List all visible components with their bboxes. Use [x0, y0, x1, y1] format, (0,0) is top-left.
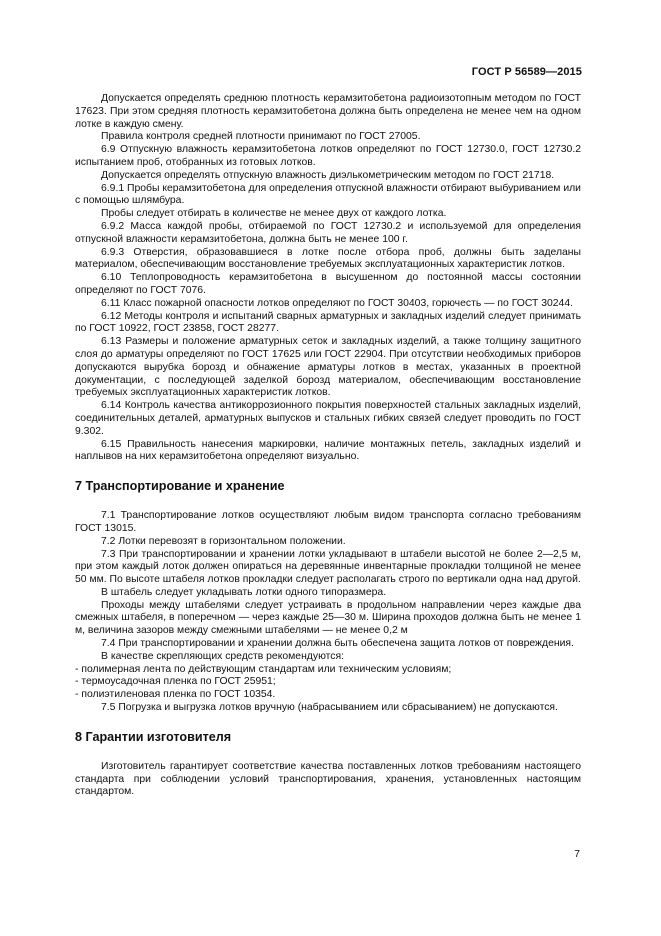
paragraph: 6.12 Методы контроля и испытаний сварных арматурных и закладных изделий следует принимать по ГОСТ 10922, ГОСТ 23858, ГОСТ 28277. [75, 310, 581, 335]
paragraph: 6.14 Контроль качества антикоррозионного покрытия поверхностей стальных закладных изделий, соединительных деталей, арматурных выпусков и стальных гибких связей следует проводить по ГОСТ 9.302. [75, 400, 581, 437]
page-number: 7 [574, 849, 580, 860]
paragraph: Допускается определять среднюю плотность керамзитобетона радиоизотопным методом по ГОСТ 17623. При этом средняя плотность керамзитобетона должна быть определена не менее чем на одном лотке в каждую смену. [75, 93, 581, 130]
paragraph: 6.10 Теплопроводность керамзитобетона в высушенном до постоянной массы состоянии определяют по ГОСТ 7076. [75, 272, 581, 296]
paragraph: 6.15 Правильность нанесения маркировки, наличие монтажных петель, закладных изделий и наплывов на них керамзитобетона определяют визуально. [75, 438, 581, 463]
paragraph: 6.9 Отпускную влажность керамзитобетона лотков определяют по ГОСТ 12730.0, ГОСТ 12730.2 испытанием проб, отобранных из готовых лотков. [75, 144, 581, 168]
section-8-heading: 8 Гарантии изготовителя [75, 729, 232, 744]
paragraph: 7.4 При транспортировании и хранении должна быть обеспечена защита лотков от повреждения. [101, 638, 574, 650]
paragraph: 6.13 Размеры и положение арматурных сеток и закладных изделий, а также толщину защитного слоя до арматуры определяют по ГОСТ 17625 или ГОСТ 22904. При отсутствии необходимых приборов допускаются вырубка борозд и обнажение арматуры лотков в местах, указанных в проектной документации, с последующей заделкой борозд материалом, обеспечивающим восстановление требуемых эксплуатационных характеристик лотков. [75, 336, 581, 399]
paragraph: 7.2 Лотки перевозят в горизонтальном положении. [101, 535, 346, 547]
paragraph: Правила контроля средней плотности принимают по ГОСТ 27005. [101, 131, 421, 143]
section-7-heading: 7 Транспортирование и хранение [75, 479, 285, 494]
paragraph: 7.3 При транспортировании и хранении лотки укладывают в штабели высотой не более 2—2,5 м, при этом каждый лоток должен опираться на деревянные инвентарные прокладки толщиной не менее 50 мм. По высоте штабеля лотков прокладки следует располагать строго по вертикали одна над другой. [75, 548, 581, 586]
paragraph: В штабель следует укладывать лотки одного типоразмера. [101, 586, 387, 598]
paragraph: 6.11 Класс пожарной опасности лотков определяют по ГОСТ 30403, горючесть — по ГОСТ 30244. [101, 297, 573, 309]
list-item: - полиэтиленовая пленка по ГОСТ 10354. [75, 689, 276, 701]
list-item: - термоусадочная пленка по ГОСТ 25951; [75, 676, 276, 688]
paragraph: Допускается определять отпускную влажность диэлькометрическим методом по ГОСТ 21718. [101, 169, 555, 181]
paragraph: 6.9.2 Масса каждой пробы, отбираемой по ГОСТ 12730.2 и используемой для определения отпускной влажности керамзитобетона, должна быть не менее 100 г. [75, 220, 581, 245]
paragraph: Пробы следует отбирать в количестве не менее двух от каждого лотка. [101, 208, 447, 220]
paragraph: Проходы между штабелями следует устраивать в продольном направлении через каждые два смежных штабеля, в поперечном — через каждые 25—30 м. Ширина проходов должна быть не менее 1 м, величина зазоров между смежными штабелями — не менее 0,2 м [75, 599, 581, 637]
paragraph: 6.9.1 Пробы керамзитобетона для определения отпускной влажности отбирают выбуриванием или с помощью шлямбура. [75, 182, 581, 207]
paragraph: Изготовитель гарантирует соответствие качества поставленных лотков требованиям настоящего стандарта при соблюдении условий транспортирования, хранения, установленных настоящим стандартом. [75, 760, 581, 798]
document-body [75, 93, 581, 799]
paragraph: 6.9.3 Отверстия, образовавшиеся в лотке после отбора проб, должны быть заделаны материалом, обеспечивающим восстановление требуемых эксплуатационных характеристик лотков. [75, 246, 581, 271]
list-item: - полимерная лента по действующим стандартам или техническим условиям; [75, 663, 452, 675]
paragraph: 7.1 Транспортирование лотков осуществляют любым видом транспорта согласно требованиям ГОСТ 13015. [75, 510, 581, 534]
paragraph: В качестве скрепляющих средств рекомендуются: [101, 650, 344, 662]
paragraph: 7.5 Погрузка и выгрузка лотков вручную (набрасыванием или сбрасыванием) не допускаются. [101, 702, 558, 714]
document-code: ГОСТ Р 56589—2015 [471, 66, 582, 78]
